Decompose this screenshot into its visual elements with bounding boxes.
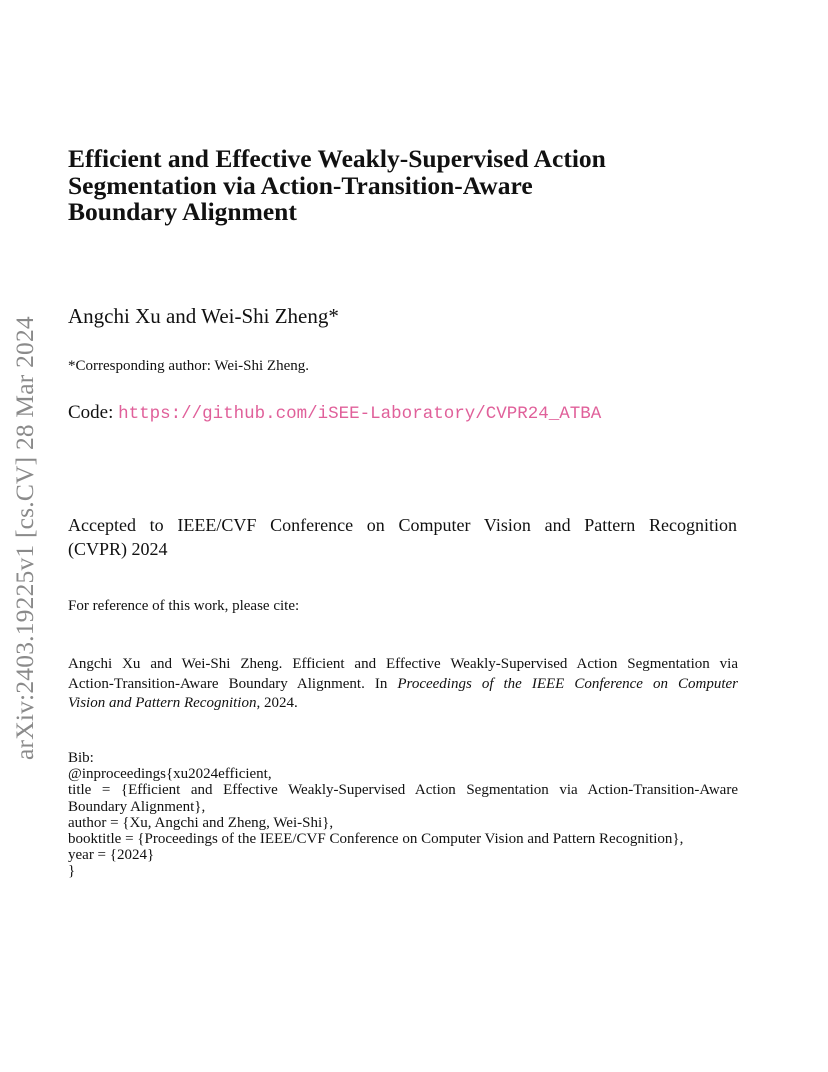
bibtex-line: Boundary Alignment}, xyxy=(68,798,206,815)
arxiv-identifier-stamp: arXiv:2403.19225v1 [cs.CV] 28 Mar 2024 xyxy=(10,316,39,760)
citation-year: , 2024. xyxy=(256,695,298,711)
citation-line xyxy=(68,675,738,695)
title-line: Segmentation via Action-Transition-Aware xyxy=(68,170,533,200)
title-line: Boundary Alignment xyxy=(68,197,297,226)
bibtex-line: year = {2024} xyxy=(68,847,155,864)
bibtex-line: } xyxy=(68,863,76,880)
acceptance-note xyxy=(68,513,737,561)
citation-reference xyxy=(68,655,738,714)
acceptance-line: (CVPR) 2024 xyxy=(68,539,168,559)
citation-line: Angchi Xu and Wei-Shi Zheng. Efficient and Effective Weakly-Supervised Action Segmentation via xyxy=(68,656,738,672)
bibtex-line: Bib: xyxy=(68,750,94,766)
bibtex-entry xyxy=(68,750,738,880)
citation-intro: For reference of this work, please cite: xyxy=(68,598,300,614)
bibtex-line: @inproceedings{xu2024efficient, xyxy=(68,766,272,783)
citation-venue: Vision and Pattern Recognition xyxy=(68,695,257,711)
citation-venue: Proceedings of the IEEE Conference on Computer xyxy=(397,675,738,692)
code-repository-link[interactable]: https://github.com/iSEE-Laboratory/CVPR24_ATBA xyxy=(118,404,602,424)
acceptance-line: Accepted to IEEE/CVF Conference on Computer Vision and Pattern Recognition xyxy=(68,515,737,535)
paper-title xyxy=(68,146,748,226)
corresponding-author-note: *Corresponding author: Wei-Shi Zheng. xyxy=(68,358,309,374)
title-line: Efficient and Effective Weakly-Supervised Action xyxy=(68,144,606,173)
citation-line xyxy=(68,694,738,714)
bibtex-line: booktitle = {Proceedings of the IEEE/CVF Conference on Computer Vision and Pattern Recognition}, xyxy=(68,831,684,848)
code-availability xyxy=(68,402,601,424)
citation-text: Action-Transition-Aware Boundary Alignment. In xyxy=(68,675,398,692)
bibtex-line: author = {Xu, Angchi and Zheng, Wei-Shi}, xyxy=(68,814,334,831)
code-label: Code: xyxy=(68,402,114,423)
author-list: Angchi Xu and Wei-Shi Zheng* xyxy=(68,304,339,328)
bibtex-line: title = {Efficient and Effective Weakly-Supervised Action Segmentation via Action-Transition-Aware xyxy=(68,782,738,799)
